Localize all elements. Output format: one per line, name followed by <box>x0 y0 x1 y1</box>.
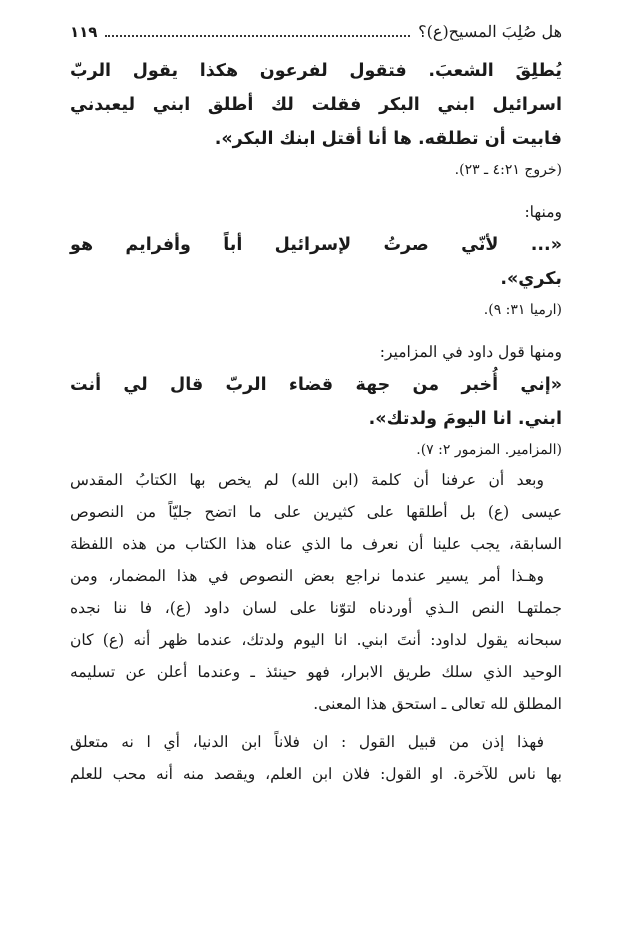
paragraph-line: بها ناس للآخرة. او القول: فلان ابن العلم، ويقصد منه أنه محب للعلم <box>70 765 562 783</box>
exodus-reference: (خروج ٤:٢١ ـ ٢٣). <box>454 162 562 178</box>
header-dot-leader <box>105 23 410 37</box>
running-title: هل صُلِبَ المسيح(ع)؟ <box>418 22 562 41</box>
book-page <box>70 22 562 790</box>
paragraph-line: جملتهـا النص الـذي أوردناه لتوّنا على لسان داود (ع)، فا ننا نجده <box>70 599 562 617</box>
psalms-reference: (المزامير. المزمور ٢: ٧). <box>416 442 562 458</box>
exodus-quote-line: اسرائيل ابني البكر فقلت لك أطلق ابني ليعبدني <box>70 95 562 115</box>
psalms-quote-line: ابني. انا اليومَ ولدتك». <box>368 409 562 429</box>
paragraph-line: السابقة، يجب علينا أن نعرف ما الذي عناه هذا الكتاب من هذه اللفظة <box>70 535 562 553</box>
paragraph-line: سبحانه يقول لداود: أنتَ ابني. انا اليوم ولدتك، عندما ظهر أنه (ع) كان <box>70 631 562 649</box>
running-header <box>70 22 562 48</box>
paragraph-line: وهـذا أمر يسير عندما نراجع بعض النصوص في هذا المضمار، ومن <box>70 567 544 585</box>
paragraph-line: الوحيد الذي سلك طريق الابرار، فهو حينئذ ـ وعندما أعلن عن تسليمه <box>70 663 562 681</box>
exodus-quote-line: فابيت أن تطلقه. ها أنا أقتل ابنك البكر». <box>214 129 562 149</box>
page-number: ١١٩ <box>70 23 98 41</box>
jeremiah-intro: ومنها: <box>524 203 562 221</box>
paragraph-line: المطلق لله تعالى ـ استحق هذا المعنى. <box>313 695 562 713</box>
paragraph-line: وبعد أن عرفنا أن كلمة (ابن الله) لم يخص بها الكتابُ المقدس <box>70 471 544 489</box>
paragraph-line: عيسى (ع) بل أطلقها على كثيرين على ما اتضح جليّاً من النصوص <box>70 503 562 521</box>
psalms-quote-line: «إني أُخبر من جهة قضاء الربّ قال لي أنت <box>70 375 562 395</box>
exodus-quote-line: يُطلِقَ الشعبَ. فتقول لفرعون هكذا يقول الربّ <box>70 61 562 81</box>
jeremiah-reference: (ارميا ٣١: ٩). <box>483 302 562 318</box>
jeremiah-quote-line: «... لأنّي صرتُ لإسرائيل أباً وأفرايم هو <box>70 235 562 255</box>
psalms-intro: ومنها قول داود في المزامير: <box>379 343 562 361</box>
paragraph-line: فهذا إذن من قبيل القول : ان فلاناً ابن الدنيا، أي ا نه متعلق <box>70 733 544 751</box>
jeremiah-quote-line: بكري». <box>500 269 562 289</box>
